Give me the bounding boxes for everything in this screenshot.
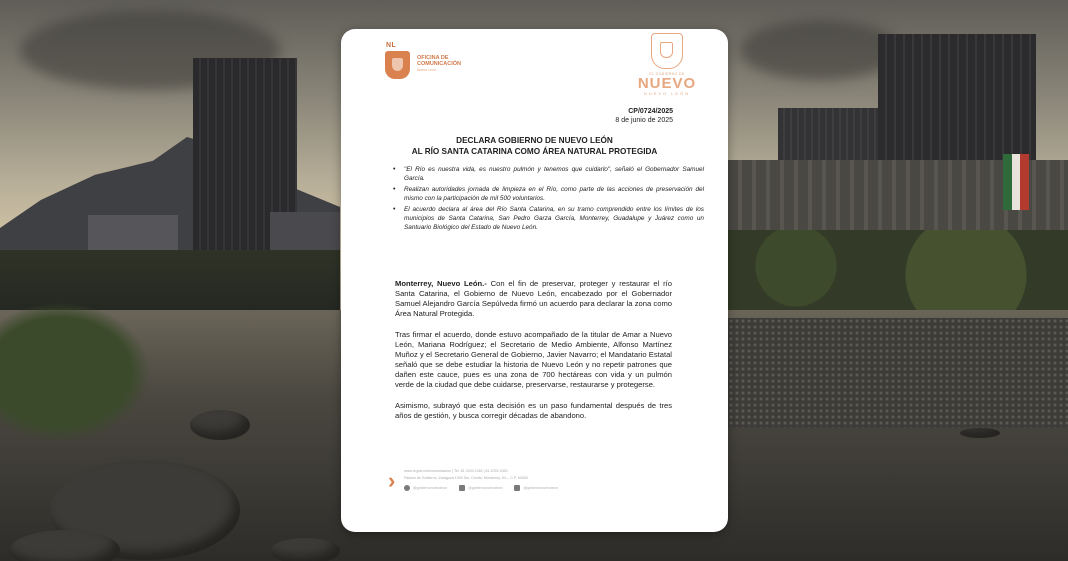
highlight-item: • "El Río es nuestra vida, es nuestro pulmón y tenemos que cuidarlo", señaló el Gobernador Samuel García.	[404, 166, 704, 183]
chevron-right-icon: ›	[388, 468, 396, 493]
document-footer	[388, 467, 678, 497]
social-youtube[interactable]	[514, 485, 557, 491]
nl-shield-icon	[385, 51, 410, 79]
highlight-item: • Realizan autoridades jornada de limpieza en el Río, como parte de las acciones de preservación del mismo con la participación de mil 500 voluntarios.	[404, 186, 704, 203]
rock	[270, 538, 340, 561]
reference-block	[615, 107, 673, 125]
riverbed-gravel	[728, 318, 1068, 428]
social-facebook[interactable]	[404, 485, 447, 491]
footer-address: Palacio de Gobierno, Zaragoza 1000 Sur, Centro, Monterrey, N.L., C.P. 64000	[404, 476, 528, 480]
facebook-icon	[404, 485, 410, 491]
paragraph-2: Tras firmar el acuerdo, donde estuvo acompañado de la titular de Amar a Nuevo León, Mariana Rodríguez; el Secretario de Medio Ambiente, Alfonso Martínez Muñoz y el Secretario General de Gobierno, Javier Navarro; el Mandatario Estatal señaló que se debe estudiar la historia de Nuevo León y no repetir patrones que dañen este cauce, pues es una zona de 700 hectáreas con vida y un pulmón verde de la ciudad que debe cuidarse, preservarse, restaurarse y protegerse.	[395, 330, 672, 389]
highlight-item: • El acuerdo declara al área del Río Santa Catarina, en su tramo comprendido entre los límites de los municipios de Santa Catarina, San Pedro Garza García, Monterrey, Guadalupe y Juárez como un Santuario Biológico del Estado de Nuevo León.	[404, 206, 704, 232]
footer-contact: www.nl.gob.mx/comunicacion | Tel. 81 2033 1062 | 81 2033 1063	[404, 469, 508, 473]
cloud	[740, 20, 900, 80]
mexican-flag	[1003, 154, 1029, 210]
crest-sub-text: NUEVO LEÓN	[643, 91, 691, 96]
rock	[960, 428, 1000, 438]
office-name: OFICINA DE COMUNICACIÓN	[417, 55, 461, 67]
document-title	[371, 135, 698, 157]
social-instagram[interactable]	[459, 485, 502, 491]
youtube-icon	[514, 485, 520, 491]
flag-stripe-red	[1020, 154, 1029, 210]
crest-shield-icon	[651, 33, 683, 69]
office-subtitle: Nuevo León	[417, 68, 436, 72]
social-handle: @gobiernonuevoleon	[468, 486, 503, 490]
flag-stripe-green	[1003, 154, 1012, 210]
document-body	[395, 279, 672, 432]
press-release-document	[341, 29, 728, 532]
release-date: 8 de junio de 2025	[615, 117, 673, 124]
nl-mark: NL	[386, 42, 397, 49]
tree-line-right	[728, 230, 1068, 320]
title-line-2: AL RÍO SANTA CATARINA COMO ÁREA NATURAL PROTEGIDA	[411, 147, 658, 156]
comunicacion-office-logo	[385, 43, 475, 83]
paragraph-1	[395, 279, 672, 319]
crest-big-text: NUEVO	[637, 75, 697, 92]
title-line-1: DECLARA GOBIERNO DE NUEVO LEÓN	[456, 136, 613, 145]
gobierno-nuevo-leon-logo	[637, 33, 697, 109]
crest-small-text: EL GOBIERNO DE	[649, 72, 685, 76]
dateline: Monterrey, Nuevo León.-	[395, 279, 487, 288]
office-tower-right	[878, 34, 1036, 174]
reference-code: CP/0724/2025	[628, 108, 673, 115]
riverbank-vegetation	[0, 300, 200, 480]
instagram-icon	[459, 485, 465, 491]
highlights-list	[391, 166, 704, 235]
flag-stripe-white	[1012, 154, 1021, 210]
social-handle: @gobiernonuevoleon	[413, 486, 448, 490]
paragraph-3: Asimismo, subrayó que esta decisión es un paso fundamental después de tres años de gestión, y busca corregir décadas de abandono.	[395, 401, 672, 420]
social-handle: @gobiernonuevoleon	[523, 486, 558, 490]
paragraph-1-text: Con el fin de preservar, proteger y restaurar el río Santa Catarina, el Gobierno de Nuevo León, encabezado por el Gobernador Samuel Alejandro García Sepúlveda firmó un acuerdo para declarar la zona como Área Natural Protegida.	[395, 279, 672, 318]
social-links	[404, 485, 558, 491]
rock	[190, 410, 250, 440]
